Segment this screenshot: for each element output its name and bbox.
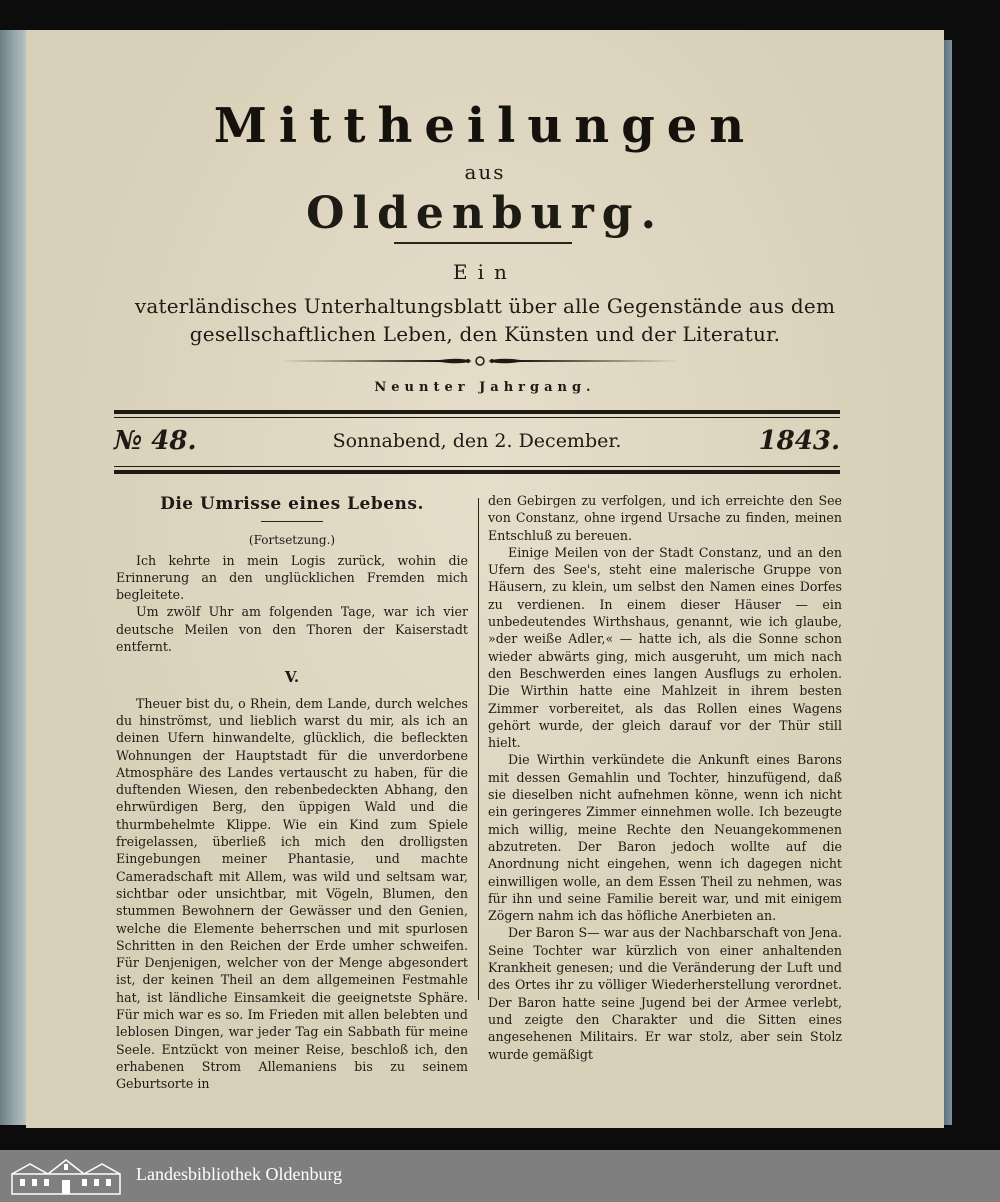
issue-rule-thick — [114, 470, 840, 474]
header-rule-thick — [114, 410, 840, 414]
library-name[interactable]: Landesbibliothek Oldenburg — [136, 1164, 343, 1184]
issue-year: 1843. — [758, 426, 840, 456]
masthead-divider — [394, 242, 572, 244]
section-number: V. — [284, 668, 300, 687]
paragraph: Einige Meilen von der Stadt Constanz, und an den Ufern des See's, steht eine malerische Gruppe von Häusern, zu klein, um selbst den Namen eines Dorfes zu verdienen. In einem dieser Häuser — ein unbedeutendes Wirthshaus, genannt, wie ich glaube, »der weiße Adler,« — hatte ich, als die Sonne schon wieder abwärts ging, mich ausgeruht, um mich nach den Beschwerden eines langen Ausflugs zu erholen. Die Wirthin hatte eine Mahlzeit in ihrem besten Zimmer vorbereitet, als das Rollen eines Wagens gehört wurde, der gleich darauf vor der Thür still hielt. — [488, 544, 842, 751]
masthead-aus: aus — [464, 160, 506, 184]
issue-rule-thin — [114, 466, 840, 467]
paragraph: Die Wirthin verkündete die Ankunft eines Barons mit dessen Gemahlin und Tochter, hinzufügend, daß sie dieselben nicht aufnehmen könne, wenn ich nicht ein geringeres Zimmer einnehmen wolle. Ich bezeugte mich willig, meine Rechte den Neuangekommenen abzutreten. Der Baron jedoch wollte auf die Anordnung nicht eingehen, wenn ich dagegen nicht einwilligen wolle, an dem Essen Theil zu nehmen, was für ihn und seine Familie bereit war, und mit einigem Zögern nahm ich das höfliche Anerbieten an. — [488, 752, 842, 924]
article-title: Die Umrisse eines Lebens. — [160, 494, 424, 514]
volume-label: Neunter Jahrgang. — [374, 380, 596, 395]
paragraph: Ich kehrte in mein Logis zurück, wohin die Erinnerung an den unglücklichen Fremden mich begleitete. — [116, 552, 468, 603]
newspaper-page — [26, 30, 944, 1128]
issue-date: Sonnabend, den 2. December. — [332, 430, 622, 452]
ornamental-rule-icon — [280, 355, 680, 367]
column-right — [488, 492, 842, 1063]
issue-line — [114, 426, 840, 460]
column-divider — [478, 498, 479, 1000]
paragraph: Theuer bist du, o Rhein, dem Lande, durch welches du hinströmst, und lieblich warst du mir, als ich an deinen Ufern hinwandelte, glücklich, die befleckten Wohnungen der Hauptstadt für die unverdorbene Atmosphäre des Landes vertauscht zu haben, für die duftenden Wiesen, den rebenbedeckten Abhang, den ehrwürdigen Berg, den üppigen Wald und die thurmbehelmte Klippe. Wie ein Kind zum Spiele freigelassen, überließ ich mich den drolligsten Eingebungen meiner Phantasie, und machte Cameradschaft mit Allem, was wild und seltsam war, sichtbar oder unsichtbar, mit Vögeln, Blumen, den stummen Bewohnern der Gewässer und den Genien, welche die Elemente beherrschen und mit spurlosen Schritten in den Reichen der Erde umher schweifen. Für Denjenigen, welcher von der Menge abgesondert ist, der keinen Theil an dem allgemeinen Festmahle hat, ist ländliche Einsamkeit die geeignetste Sphäre. Für mich war es so. Im Frieden mit allen belebten und leblosen Dingen, war jeder Tag ein Sabbath für meine Seele. Entzückt von meiner Reise, beschloß ich, den erhabenen Strom Allemaniens bis zu seinem Geburtsorte in — [116, 695, 468, 1092]
masthead-title: Mittheilungen — [213, 98, 757, 154]
masthead-subtitle: vaterländisches Unterhaltungsblatt über alle Gegenstände aus dem gesellschaftlichen Leben, den Künsten und der Literatur. — [134, 294, 836, 346]
article-title-rule — [261, 521, 323, 522]
column-left — [116, 492, 468, 1093]
library-building-icon[interactable] — [10, 1156, 122, 1196]
library-footer-bar — [0, 1150, 1000, 1202]
issue-number: № 48. — [114, 426, 197, 456]
header-rule-thin — [114, 417, 840, 418]
masthead-ein: Ein — [453, 260, 517, 284]
paragraph: den Gebirgen zu verfolgen, und ich erreichte den See von Constanz, ohne irgend Ursache zu finden, meinen Entschluß zu bereuen. — [488, 493, 842, 543]
book-cover-edge-left — [0, 30, 26, 1125]
paragraph: Der Baron S— war aus der Nachbarschaft von Jena. Seine Tochter war kürzlich von einer anhaltenden Krankheit genesen; und die Veränderung der Luft und des Ortes ihr zu völliger Wiederherstellung verordnet. Der Baron hatte seine Jugend bei der Armee verlebt, und zeigte den Charakter und die Sitten eines angesehenen Militairs. Er war stolz, aber sein Stolz wurde gemäßigt — [488, 925, 842, 1062]
continued-note: (Fortsetzung.) — [248, 533, 336, 548]
masthead-place: Oldenburg. — [306, 188, 664, 239]
paragraph: Um zwölf Uhr am folgenden Tage, war ich vier deutsche Meilen von den Thoren der Kaiserstadt entfernt. — [116, 604, 468, 655]
